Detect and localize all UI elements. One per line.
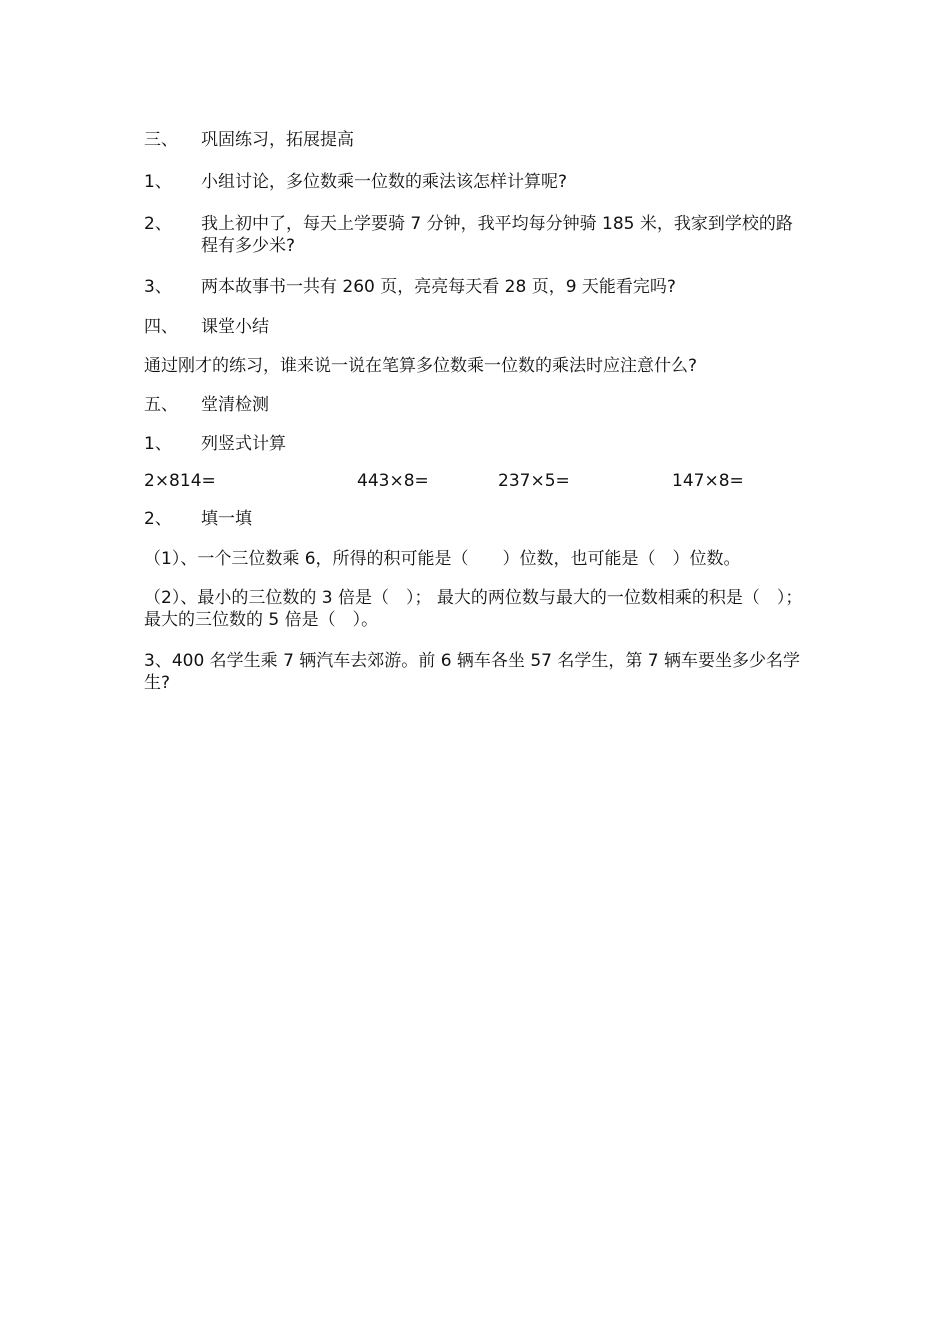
exercise-3-text: 两本故事书一共有 260 页，亮亮每天看 28 页，9 天能看完吗? bbox=[201, 277, 676, 297]
exercise-1-text: 小组讨论，多位数乘一位数的乘法该怎样计算呢? bbox=[201, 172, 568, 192]
fill-blank-2: （2）、最小的三位数的 3 倍是（ ）； 最大的两位数与最大的一位数相乘的积是（ ）； 最大的三位数的 5 倍是（ ）。 bbox=[144, 588, 803, 630]
calc-item-2: 443×8= bbox=[357, 471, 429, 491]
exercise-1-number: 1、 bbox=[144, 172, 172, 192]
exercise-2-text: 我上初中了，每天上学要骑 7 分钟，我平均每分钟骑 185 米，我家到学校的路程有多少米? bbox=[201, 214, 793, 256]
section-4-number: 四、 bbox=[144, 317, 178, 337]
exercise-3-number: 3、 bbox=[144, 277, 172, 297]
exercise-3 bbox=[144, 276, 808, 298]
test-1-heading bbox=[144, 433, 808, 455]
section-4-heading bbox=[144, 316, 808, 338]
exercise-2-number: 2、 bbox=[144, 214, 172, 234]
section-5-number: 五、 bbox=[144, 395, 178, 415]
calc-item-4: 147×8= bbox=[672, 471, 744, 491]
test-2-heading bbox=[144, 508, 808, 530]
test-2-title: 填一填 bbox=[201, 509, 252, 529]
section-4-text: 通过刚才的练习，谁来说一说在笔算多位数乘一位数的乘法时应注意什么? bbox=[144, 356, 698, 376]
section-3-number: 三、 bbox=[144, 130, 178, 150]
section-5-heading bbox=[144, 394, 808, 416]
calc-item-1: 2×814= bbox=[144, 471, 216, 491]
exercise-1 bbox=[144, 171, 808, 193]
test-1-number: 1、 bbox=[144, 434, 172, 454]
test-2-number: 2、 bbox=[144, 509, 172, 529]
section-4-title: 课堂小结 bbox=[201, 317, 269, 337]
section-3-heading bbox=[144, 129, 808, 151]
section-5-title: 堂清检测 bbox=[201, 395, 269, 415]
calc-item-3: 237×5= bbox=[498, 471, 570, 491]
section-3-title: 巩固练习，拓展提高 bbox=[201, 130, 354, 150]
fill-blank-1: （1）、一个三位数乘 6，所得的积可能是（ ）位数，也可能是（ ）位数。 bbox=[144, 549, 741, 569]
exercise-2 bbox=[144, 213, 808, 257]
test-1-title: 列竖式计算 bbox=[201, 434, 286, 454]
test-3-text: 3、400 名学生乘 7 辆汽车去郊游。前 6 辆车各坐 57 名学生，第 7 辆车要坐多少名学生? bbox=[144, 651, 800, 693]
